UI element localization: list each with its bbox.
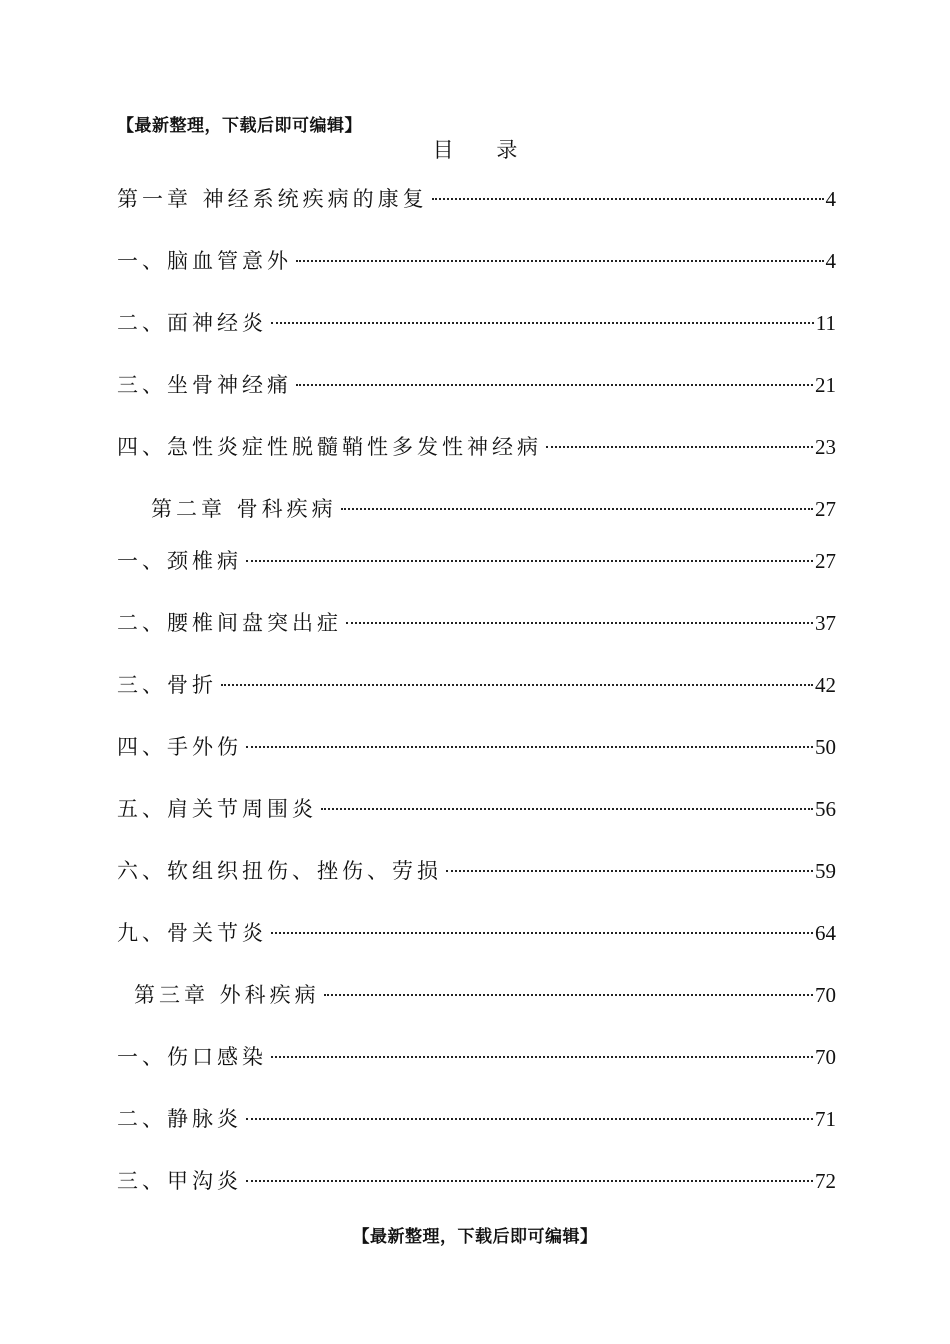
toc-entry-page: 27: [815, 497, 836, 521]
toc-entry-page: 4: [825, 187, 836, 211]
toc-entry-page: 71: [815, 1107, 836, 1131]
toc-entry-label: 四、急性炎症性脱髓鞘性多发性神经病: [117, 435, 542, 459]
toc-entry[interactable]: [117, 307, 836, 337]
toc-leader-dots: [221, 684, 813, 686]
toc-entry[interactable]: [117, 545, 836, 575]
toc-entry[interactable]: [117, 917, 836, 947]
toc-entry-page: 21: [815, 373, 836, 397]
toc-entry-label: 二、腰椎间盘突出症: [117, 611, 342, 635]
toc-leader-dots: [546, 446, 813, 448]
toc-entry-label: 第二章 骨科疾病: [151, 497, 337, 521]
toc-entry-page: 72: [815, 1169, 836, 1193]
toc-leader-dots: [271, 322, 814, 324]
toc-leader-dots: [271, 932, 813, 934]
toc-entry-label: 二、面神经炎: [117, 311, 267, 335]
toc-entry-chapter-3[interactable]: [134, 979, 836, 1009]
toc-entry-page: 50: [815, 735, 836, 759]
toc-entry-page: 70: [815, 1045, 836, 1069]
toc-entry-page: 27: [815, 549, 836, 573]
toc-entry-chapter-2[interactable]: [151, 493, 836, 523]
toc-entry-page: 23: [815, 435, 836, 459]
toc-entry-page: 70: [815, 983, 836, 1007]
toc-entry-page: 59: [815, 859, 836, 883]
toc-entry[interactable]: [117, 669, 836, 699]
toc-entry-label: 九、骨关节炎: [117, 921, 267, 945]
toc-entry[interactable]: [117, 1041, 836, 1071]
toc-entry-page: 56: [815, 797, 836, 821]
toc-leader-dots: [446, 870, 813, 872]
toc-entry-label: 三、骨折: [117, 673, 217, 697]
toc-entry-label: 第一章 神经系统疾病的康复: [117, 187, 428, 211]
toc-entry-label: 六、软组织扭伤、挫伤、劳损: [117, 859, 442, 883]
toc-entry-label: 三、坐骨神经痛: [117, 373, 292, 397]
toc-entry-page: 64: [815, 921, 836, 945]
toc-entry-page: 4: [825, 249, 836, 273]
toc-entry[interactable]: [117, 793, 836, 823]
toc-leader-dots: [432, 198, 824, 200]
toc-entry[interactable]: [117, 607, 836, 637]
toc-leader-dots: [246, 560, 813, 562]
toc-entry-page: 11: [815, 311, 836, 335]
toc-entry-chapter-1[interactable]: [117, 183, 836, 213]
toc-entry-label: 三、甲沟炎: [117, 1169, 242, 1193]
toc-entry[interactable]: [117, 369, 836, 399]
toc-entry-label: 一、颈椎病: [117, 549, 242, 573]
header-note: 【最新整理，下载后即可编辑】: [117, 116, 362, 136]
toc-entry[interactable]: [117, 245, 836, 275]
toc-entry-label: 一、脑血管意外: [117, 249, 292, 273]
toc-entry[interactable]: [117, 731, 836, 761]
toc-leader-dots: [296, 384, 813, 386]
toc-entry[interactable]: [117, 855, 836, 885]
toc-title: 目 录: [432, 138, 536, 162]
toc-entry-label: 四、手外伤: [117, 735, 242, 759]
toc-leader-dots: [271, 1056, 813, 1058]
toc-leader-dots: [246, 1118, 813, 1120]
toc-leader-dots: [324, 994, 813, 996]
toc-entry-page: 42: [815, 673, 836, 697]
toc-leader-dots: [341, 508, 813, 510]
toc-leader-dots: [346, 622, 813, 624]
toc-entry-page: 37: [815, 611, 836, 635]
toc-leader-dots: [321, 808, 813, 810]
toc-entry-label: 五、肩关节周围炎: [117, 797, 317, 821]
toc-leader-dots: [296, 260, 824, 262]
toc-entry-label: 一、伤口感染: [117, 1045, 267, 1069]
toc-leader-dots: [246, 1180, 813, 1182]
toc-entry[interactable]: [117, 1103, 836, 1133]
toc-entry[interactable]: [117, 431, 836, 461]
toc-leader-dots: [246, 746, 813, 748]
toc-entry-label: 二、静脉炎: [117, 1107, 242, 1131]
toc-entry[interactable]: [117, 1165, 836, 1195]
toc-entry-label: 第三章 外科疾病: [134, 983, 320, 1007]
footer-note: 【最新整理，下载后即可编辑】: [352, 1227, 598, 1247]
